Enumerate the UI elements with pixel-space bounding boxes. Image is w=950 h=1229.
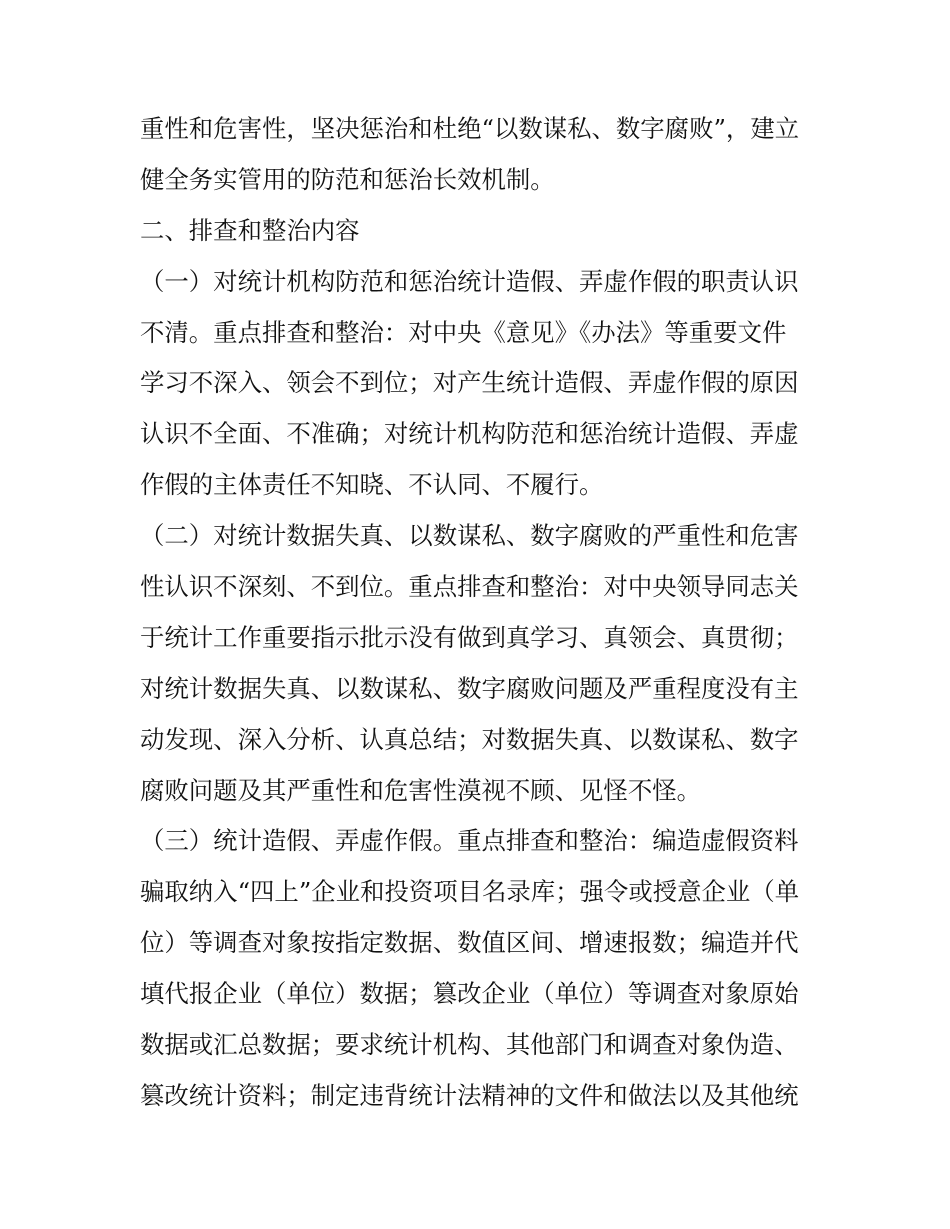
text-line: 作假的主体责任不知晓、不认同、不履行。 <box>140 470 604 500</box>
text-line: 填代报企业（单位）数据；篡改企业（单位）等调查对象原始 <box>140 979 799 1009</box>
text-line: 性认识不深刻、不到位。重点排查和整治：对中央领导同志关 <box>140 572 799 602</box>
text-line: 数据或汇总数据；要求统计机构、其他部门和调查对象伪造、 <box>140 1030 799 1060</box>
text-line: （三）统计造假、弄虚作假。重点排查和整治：编造虚假资料 <box>140 826 799 856</box>
text-line: 腐败问题及其严重性和危害性漠视不顾、见怪不怪。 <box>140 775 701 805</box>
text-line: 骗取纳入“四上”企业和投资项目名录库；强令或授意企业（单 <box>140 877 800 907</box>
text-line: 对统计数据失真、以数谋私、数字腐败问题及严重程度没有主 <box>140 673 799 703</box>
text-line: （二）对统计数据失真、以数谋私、数字腐败的严重性和危害 <box>140 521 799 551</box>
body-text <box>140 104 820 1122</box>
text-line: 篡改统计资料；制定违背统计法精神的文件和做法以及其他统 <box>140 1080 799 1110</box>
text-line: 不清。重点排查和整治：对中央《意见》《办法》等重要文件 <box>140 317 787 347</box>
text-line: 学习不深入、领会不到位；对产生统计造假、弄虚作假的原因 <box>140 368 799 398</box>
text-line: 位）等调查对象按指定数据、数值区间、增速报数；编造并代 <box>140 928 799 958</box>
text-line: （一）对统计机构防范和惩治统计造假、弄虚作假的职责认识 <box>140 266 799 296</box>
text-line: 认识不全面、不准确；对统计机构防范和惩治统计造假、弄虚 <box>140 419 799 449</box>
text-line: 健全务实管用的防范和惩治长效机制。 <box>140 164 555 194</box>
section-heading: 二、排查和整治内容 <box>140 215 360 245</box>
text-line: 于统计工作重要指示批示没有做到真学习、真领会、真贯彻； <box>140 622 799 652</box>
text-line: 重性和危害性，坚决惩治和杜绝“以数谋私、数字腐败”，建立 <box>140 114 800 143</box>
text-line: 动发现、深入分析、认真总结；对数据失真、以数谋私、数字 <box>140 724 799 754</box>
